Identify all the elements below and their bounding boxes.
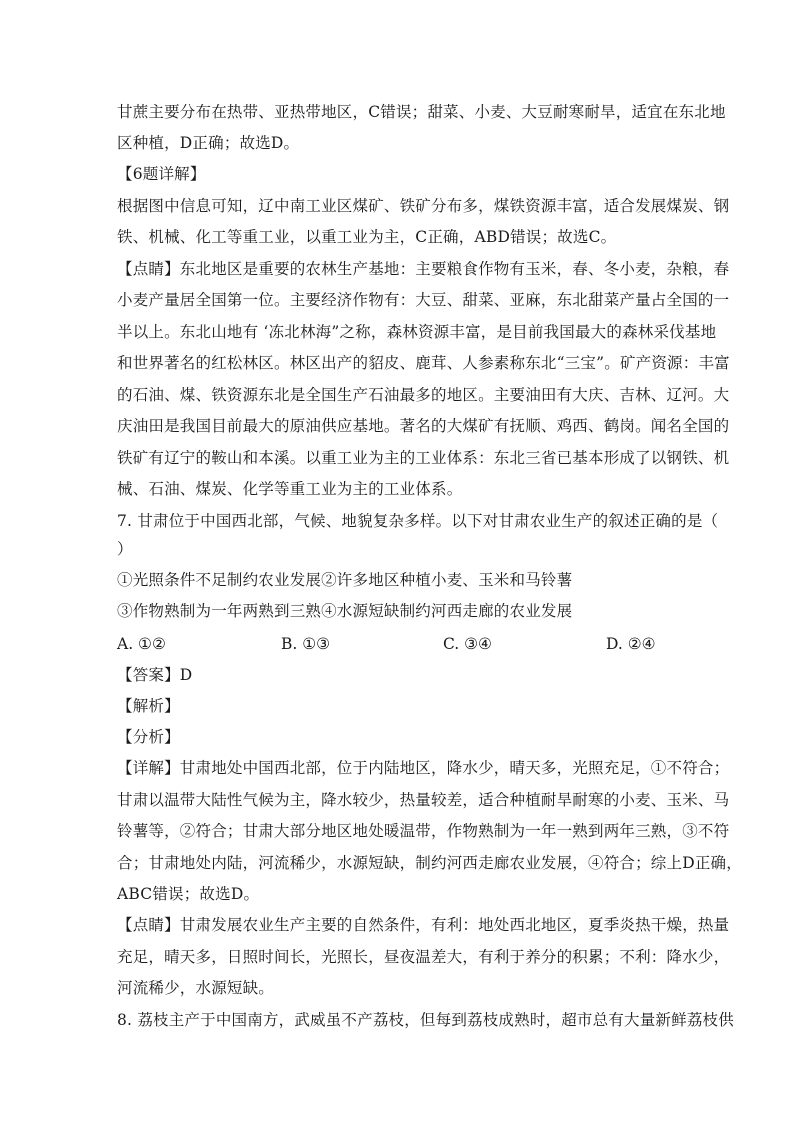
- text-line: 【点睛】甘肃发展农业生产主要的自然条件，有利：地处西北地区，夏季炎热干燥，热量: [117, 916, 730, 934]
- option-b: B. ①③: [281, 635, 331, 653]
- text-line: 甘蔗主要分布在热带、亚热带地区，C错误；甜菜、小麦、大豆耐寒耐旱，适宜在东北地: [117, 103, 726, 121]
- text-line: 庆油田是我国目前最大的原油供应基地。著名的大煤矿有抚顺、鸡西、鹤岗。闻名全国的: [117, 417, 730, 435]
- text-line: 铁矿有辽宁的鞍山和本溪。以重工业为主的工业体系：东北三省已基本形成了以钢铁、机: [117, 449, 730, 467]
- section-heading: 【分析】: [117, 728, 180, 746]
- option-a: A. ①②: [117, 635, 166, 653]
- text-line: ABC错误；故选D。: [117, 885, 260, 903]
- statement-line: ①光照条件不足制约农业发展②许多地区种植小麦、玉米和马铃薯: [117, 571, 573, 589]
- text-line: 铃薯等，②符合；甘肃大部分地区地处暖温带，作物熟制为一年一熟到两年三熟，③不符: [117, 822, 730, 840]
- text-line: 半以上。东北山地有 ‘冻北林海”之称，森林资源丰富，是目前我国最大的森林采伐基地: [117, 323, 717, 341]
- text-line: 充足，晴天多，日照时间长，光照长，昼夜温差大，有利于养分的积累；不利：降水少，: [117, 948, 730, 966]
- answer-line: 【答案】D: [117, 666, 193, 684]
- option-d: D. ②④: [606, 635, 656, 653]
- text-line: 铁、机械、化工等重工业，以重工业为主，C正确，ABD错误；故选C。: [117, 228, 617, 246]
- section-heading: 【解析】: [117, 697, 180, 715]
- text-line: 【详解】甘肃地处中国西北部，位于内陆地区，降水少，晴天多，光照充足，①不符合；: [117, 759, 730, 777]
- text-line: 甘肃以温带大陆性气候为主，降水较少，热量较差，适合种植耐旱耐寒的小麦、玉米、马: [117, 791, 730, 809]
- question-stem: 7. 甘肃位于中国西北部，气候、地貌复杂多样。以下对甘肃农业生产的叙述正确的是（: [117, 512, 719, 530]
- text-line: 合；甘肃地处内陆，河流稀少，水源短缺，制约河西走廊农业发展，④符合；综上D正确，: [117, 854, 742, 872]
- option-c: C. ③④: [443, 635, 492, 653]
- text-line: 的石油、煤、铁资源东北是全国生产石油最多的地区。主要油田有大庆、吉林、辽河。大: [117, 386, 730, 404]
- text-line: 河流稀少，水源短缺。: [117, 979, 275, 997]
- text-line: 和世界著名的红松林区。林区出产的貂皮、鹿茸、人参素称东北“三宝”。矿产资源：丰富: [117, 354, 730, 372]
- section-heading: 【6题详解】: [117, 165, 206, 183]
- text-line: 小麦产量居全国第一位。主要经济作物有：大豆、甜菜、亚麻，东北甜菜产量占全国的一: [117, 291, 730, 309]
- text-line: 区种植，D正确；故选D。: [117, 134, 300, 152]
- text-line: 【点睛】东北地区是重要的农林生产基地：主要粮食作物有玉米，春、冬小麦，杂粮，春: [117, 260, 730, 278]
- question-stem: 8. 荔枝主产于中国南方，武威虽不产荔枝，但每到荔枝成熟时，超市总有大量新鲜荔枝供: [117, 1011, 734, 1029]
- text-line: 械、石油、煤炭、化学等重工业为主的工业体系。: [117, 480, 463, 498]
- question-stem-bracket: ）: [117, 540, 133, 558]
- text-line: 根据图中信息可知，辽中南工业区煤矿、铁矿分布多，煤铁资源丰富，适合发展煤炭、钢: [117, 197, 730, 215]
- statement-line: ③作物熟制为一年两熟到三熟④水源短缺制约河西走廊的农业发展: [117, 602, 573, 620]
